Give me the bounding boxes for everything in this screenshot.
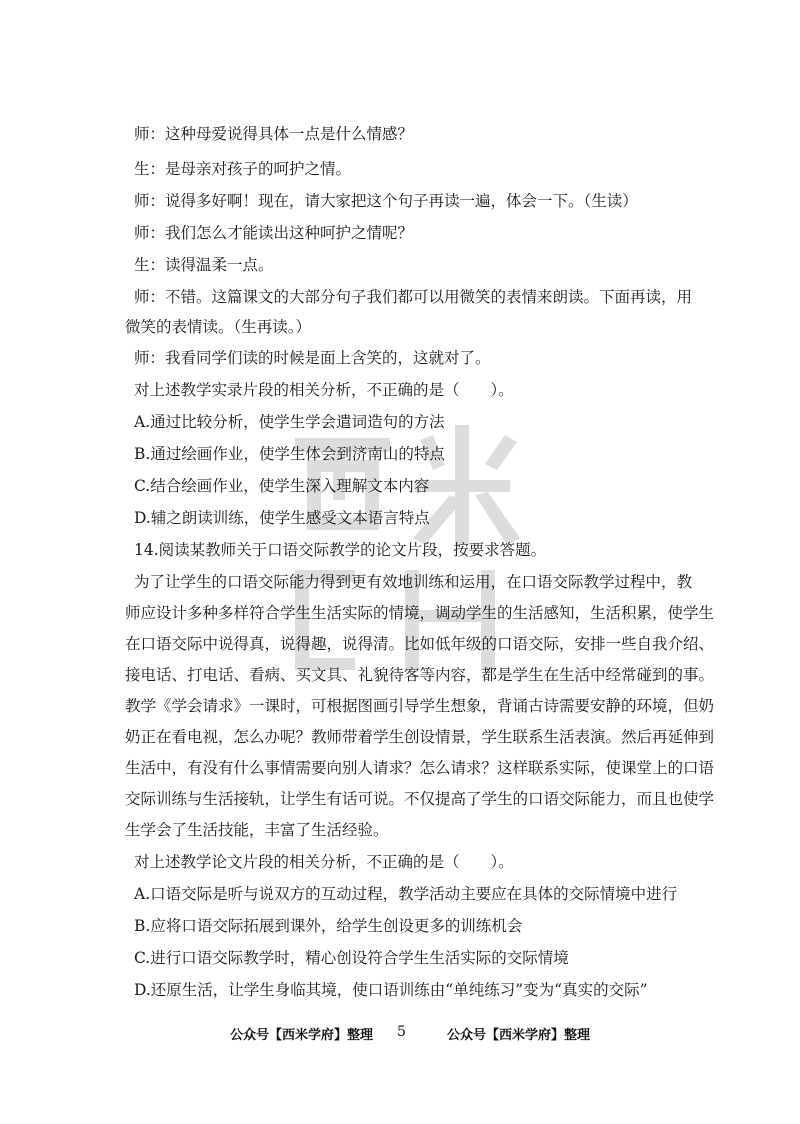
passage-line: 奶正在看电视，怎么办呢？教师带着学生创设情景，学生联系生活表演。然后再延伸到 (125, 728, 715, 746)
dialogue-line: 师：说得多好啊！现在，请大家把这个句子再读一遍，体会一下。（生读） (134, 192, 638, 210)
answer-option: B.通过绘画作业，使学生体会到济南山的特点 (134, 445, 445, 463)
dialogue-line: 生：读得温柔一点。 (134, 256, 274, 274)
answer-option: C.结合绘画作业，使学生深入理解文本内容 (134, 477, 430, 495)
dialogue-line: 师：不错。这篇课文的大部分句子我们都可以用微笑的表情来朗读。下面再读，用 (134, 288, 693, 306)
passage-line: 生活中，有没有什么事情需要向别人请求？怎么请求？这样联系实际，使课堂上的口语 (125, 759, 715, 777)
passage-line: 教学《学会请求》一课时，可根据图画引导学生想象，背诵古诗需要安静的环境，但奶 (125, 697, 715, 715)
passage-line: 为了让学生的口语交际能力得到更有效地训练和运用，在口语交际教学过程中，教 (134, 573, 693, 591)
dialogue-line: 师：我们怎么才能读出这种呵护之情呢？ (134, 224, 414, 242)
passage-line: 在口语交际中说得真，说得趣，说得清。比如低年级的口语交际，安排一些自我介绍、 (125, 635, 715, 653)
answer-option: C.进行口语交际教学时，精心创设符合学生生活实际的交际情境 (134, 949, 569, 967)
dialogue-line: 师：这种母爱说得具体一点是什么情感？ (134, 125, 414, 143)
footer-left-text: 公众号【西米学府】整理 (230, 1028, 374, 1043)
passage-line: 师应设计多种多样符合学生生活实际的情境，调动学生的生活感知，生活积累，使学生 (125, 604, 715, 622)
answer-option: A.口语交际是听与说双方的互动过程，教学活动主要应在具体的交际情境中进行 (134, 885, 678, 903)
answer-option: A.通过比较分析，使学生学会遣词造句的方法 (134, 413, 445, 431)
answer-option: B.应将口语交际拓展到课外，给学生创设更多的训练机会 (134, 917, 523, 935)
dialogue-line: 微笑的表情读。（生再读。） (125, 318, 312, 336)
page-number: 5 (397, 1024, 406, 1040)
question-stem: 对上述教学论文片段的相关分析，不正确的是（ ）。 (134, 853, 514, 871)
question-heading: 14.阅读某教师关于口语交际教学的论文片段，按要求答题。 (134, 541, 547, 559)
passage-line: 接电话、打电话、看病、买文具、礼貌待客等内容，都是学生在生活中经常碰到的事。 (125, 666, 715, 684)
passage-line: 交际训练与生活接轨，让学生有话可说。不仅提高了学生的口语交际能力，而且也使学 (125, 790, 715, 808)
answer-option: D.辅之朗读训练，使学生感受文本语言特点 (134, 509, 430, 527)
page-footer (0, 1024, 800, 1046)
question-stem: 对上述教学实录片段的相关分析，不正确的是（ ）。 (134, 381, 514, 399)
footer-right-text: 公众号【西米学府】整理 (447, 1028, 591, 1043)
answer-option: D.还原生活，让学生身临其境，使口语训练由“单纯练习”变为“真实的交际” (134, 981, 648, 999)
passage-line: 生学会了生活技能，丰富了生活经验。 (125, 821, 389, 839)
dialogue-line: 生：是母亲对孩子的呵护之情。 (134, 160, 352, 178)
dialogue-line: 师：我看同学们读的时候是面上含笑的，这就对了。 (134, 349, 491, 367)
